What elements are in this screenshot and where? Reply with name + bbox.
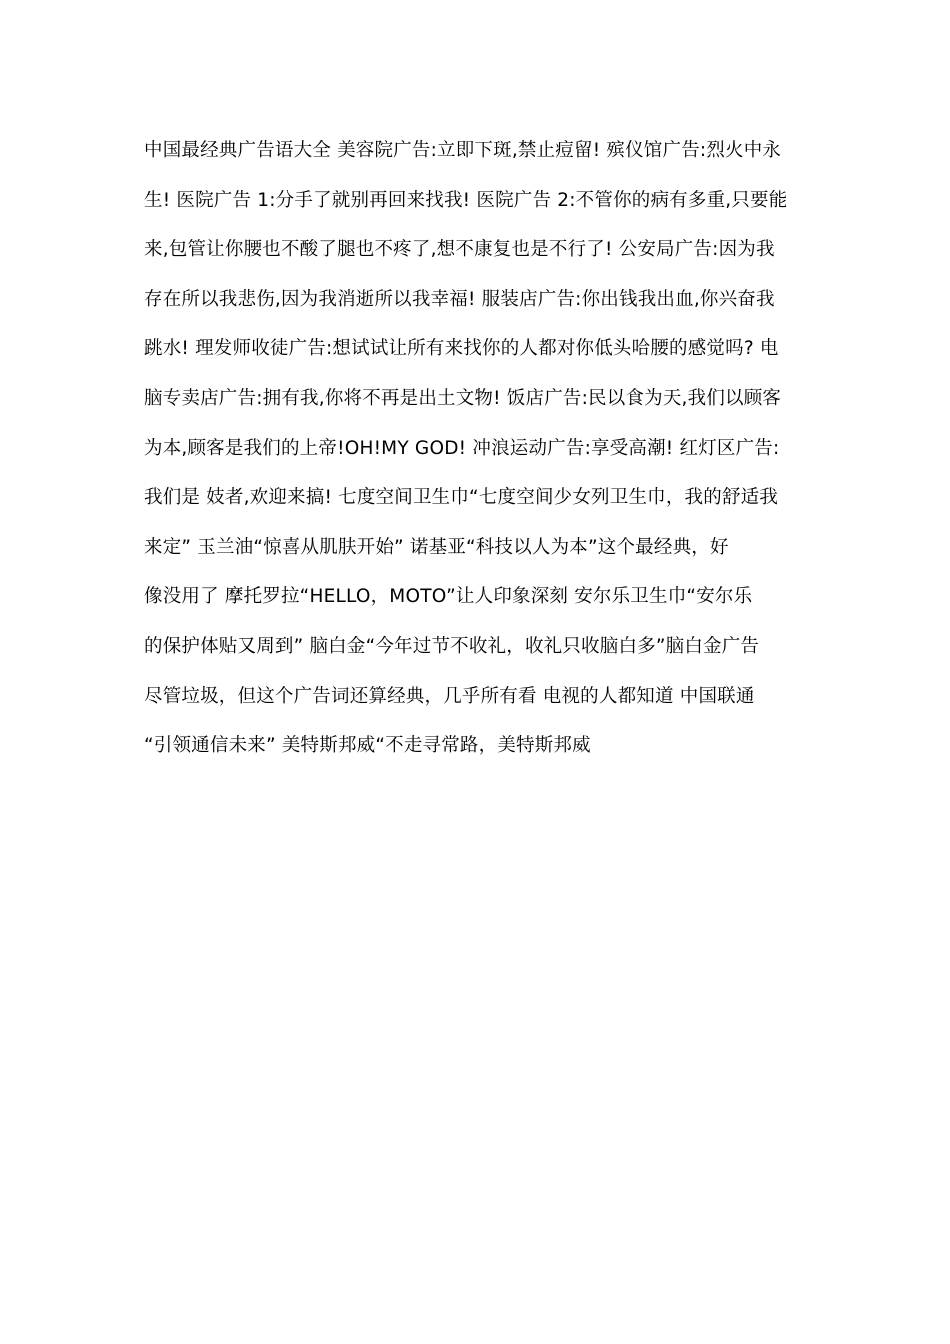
text-line: 像没用了 摩托罗拉“HELLO，MOTO”让人印象深刻 安尔乐卫生巾“安尔乐	[144, 586, 753, 608]
text-line: 我们是 妓者,欢迎来搞! 七度空间卫生巾“七度空间少女列卫生巾，我的舒适我	[144, 487, 779, 509]
text-line: 的保护体贴又周到” 脑白金“今年过节不收礼，收礼只收脑白多”脑白金广告	[144, 635, 760, 657]
body-text	[144, 134, 814, 779]
text-line: 来,包管让你腰也不酸了腿也不疼了,想不康复也是不行了! 公安局广告:因为我	[144, 239, 775, 261]
text-line: 尽管垃圾，但这个广告词还算经典，几乎所有看 电视的人都知道 中国联通	[144, 685, 755, 707]
text-line: 为本,顾客是我们的上帝!OH!MY GOD! 冲浪运动广告:享受高潮! 红灯区广告:	[144, 437, 780, 459]
text-line: “引领通信未来” 美特斯邦威“不走寻常路，美特斯邦威	[144, 735, 591, 757]
text-line: 跳水! 理发师收徒广告:想试试让所有来找你的人都对你低头哈腰的感觉吗? 电	[144, 338, 779, 360]
text-line: 生! 医院广告 1:分手了就别再回来找我! 医院广告 2:不管你的病有多重,只要能	[144, 189, 788, 211]
text-line: 脑专卖店广告:拥有我,你将不再是出土文物! 饭店广告:民以食为天,我们以顾客	[144, 387, 782, 409]
text-line: 来定” 玉兰油“惊喜从肌肤开始” 诺基亚“科技以人为本”这个最经典，好	[144, 536, 729, 558]
text-line: 存在所以我悲伤,因为我消逝所以我幸福! 服装店广告:你出钱我出血,你兴奋我	[144, 288, 775, 310]
text-line: 中国最经典广告语大全 美容院广告:立即下斑,禁止痘留! 殡仪馆广告:烈火中永	[144, 140, 782, 161]
